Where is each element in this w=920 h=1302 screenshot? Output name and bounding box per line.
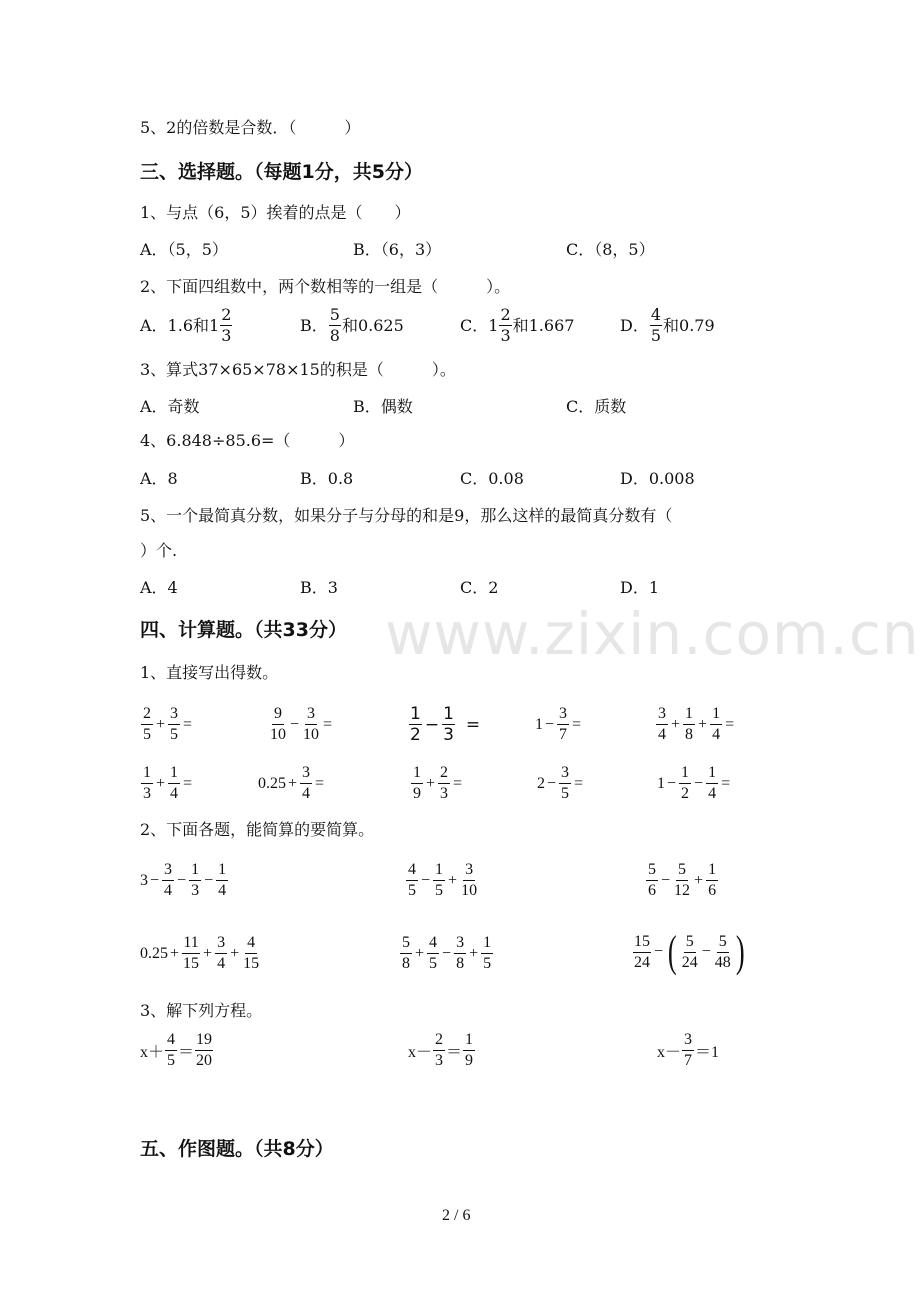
- oral-calc-5: $\frac{3}{4}$ + $\frac{1}{8}$ + $\frac{1}{4}$ =: [658, 705, 735, 743]
- section-4-heading: 四、计算题。（共33分）: [140, 619, 347, 641]
- true-false-item-5: 5、2的倍数是合数．（ ）: [140, 118, 361, 137]
- q4-option-b: B．0.8: [300, 469, 354, 488]
- part-3-label: 3、解下列方程。: [140, 1001, 263, 1020]
- q5-option-d: D．1: [620, 578, 660, 597]
- equation-2: x－ $\frac{2}{3}$ ＝ $\frac{1}{9}$: [408, 1031, 474, 1069]
- q1-option-b: B．（6，3）: [353, 240, 442, 259]
- q3-option-c: C．质数: [566, 397, 627, 416]
- oral-calc-8: $\frac{1}{9}$ + $\frac{2}{3}$ =: [413, 764, 463, 802]
- simplify-5: $\frac{5}{8}$ + $\frac{4}{5}$ − $\frac{3}{8}$ + $\frac{1}{5}$: [402, 934, 492, 972]
- oral-calc-9: 2 − $\frac{3}{5}$ =: [537, 764, 584, 802]
- q2-option-a: A．1.6和1 $\frac{2}{3}$: [140, 305, 232, 345]
- simplify-3: $\frac{5}{6}$ − $\frac{5}{12}$ + $\frac{1}{6}$: [648, 861, 717, 899]
- q5-option-b: B．3: [300, 578, 338, 597]
- q1-option-a: A．（5，5）: [140, 240, 228, 259]
- equation-3: x－ $\frac{3}{7}$ ＝1: [657, 1031, 720, 1069]
- oral-calc-2: $\frac{9}{10}$ − $\frac{3}{10}$ =: [270, 705, 333, 743]
- q5-option-a: A．4: [140, 578, 178, 597]
- q4-option-d: D．0.008: [620, 469, 695, 488]
- oral-calc-6: $\frac{1}{3}$ + $\frac{1}{4}$ =: [143, 764, 193, 802]
- q3-option-b: B．偶数: [353, 397, 413, 416]
- oral-calc-10: 1 − $\frac{1}{2}$ − $\frac{1}{4}$ =: [657, 764, 731, 802]
- part-1-label: 1、直接写出得数。: [140, 663, 279, 682]
- oral-calc-4: 1 − $\frac{3}{7}$ =: [535, 705, 582, 743]
- page-number: 2 / 6: [442, 1207, 471, 1224]
- q2-option-c: C．1 $\frac{2}{3}$ 和1.667: [460, 305, 575, 345]
- q3-text: 3、算式37×65×78×15的积是（ ）。: [140, 360, 456, 379]
- q5-text-cont: ）个.: [140, 541, 178, 560]
- q1-text: 1、与点（6，5）挨着的点是（ ）: [140, 203, 411, 222]
- part-2-label: 2、下面各题，能简算的要简算。: [140, 820, 375, 839]
- simplify-4: 0.25 + $\frac{11}{15}$ + $\frac{3}{4}$ + $\frac{4}{15}$: [140, 934, 260, 972]
- q1-option-c: C．（8，5）: [566, 240, 655, 259]
- q2-text: 2、下面四组数中，两个数相等的一组是（ ）。: [140, 277, 511, 296]
- oral-calc-3: $\frac{1}{2}$ − $\frac{1}{3}$ =: [410, 704, 481, 745]
- q5-text: 5、一个最简真分数，如果分子与分母的和是9，那么这样的最简真分数有（: [140, 506, 673, 525]
- q3-option-a: A．奇数: [140, 397, 200, 416]
- left-paren: (: [667, 927, 677, 976]
- q4-option-a: A．8: [140, 469, 178, 488]
- right-paren: ): [735, 927, 745, 976]
- simplify-6: $\frac{15}{24}$ − ( $\frac{5}{24}$ − $\frac{5}{48}$ ): [634, 927, 745, 976]
- q2-option-d: D． $\frac{4}{5}$ 和0.79: [620, 305, 715, 345]
- simplify-1: 3 − $\frac{3}{4}$ − $\frac{1}{3}$ − $\frac{1}{4}$: [140, 861, 227, 899]
- section-3-heading: 三、选择题。（每题1分，共5分）: [140, 161, 423, 183]
- oral-calc-1: $\frac{2}{5}$ + $\frac{3}{5}$ =: [143, 705, 193, 743]
- q5-option-c: C．2: [460, 578, 499, 597]
- q2-option-b: B． $\frac{5}{8}$ 和0.625: [300, 305, 404, 345]
- simplify-2: $\frac{4}{5}$ − $\frac{1}{5}$ + $\frac{3}{10}$: [408, 861, 478, 899]
- section-5-heading: 五、作图题。（共8分）: [140, 1138, 334, 1160]
- watermark: www.zixin.com.cn: [385, 600, 920, 668]
- q4-text: 4、6.848÷85.6=（ ）: [140, 431, 355, 450]
- equation-1: x＋ $\frac{4}{5}$ ＝ $\frac{19}{20}$: [140, 1031, 213, 1069]
- q4-option-c: C．0.08: [460, 469, 524, 488]
- oral-calc-7: 0.25 + $\frac{3}{4}$ =: [258, 764, 325, 802]
